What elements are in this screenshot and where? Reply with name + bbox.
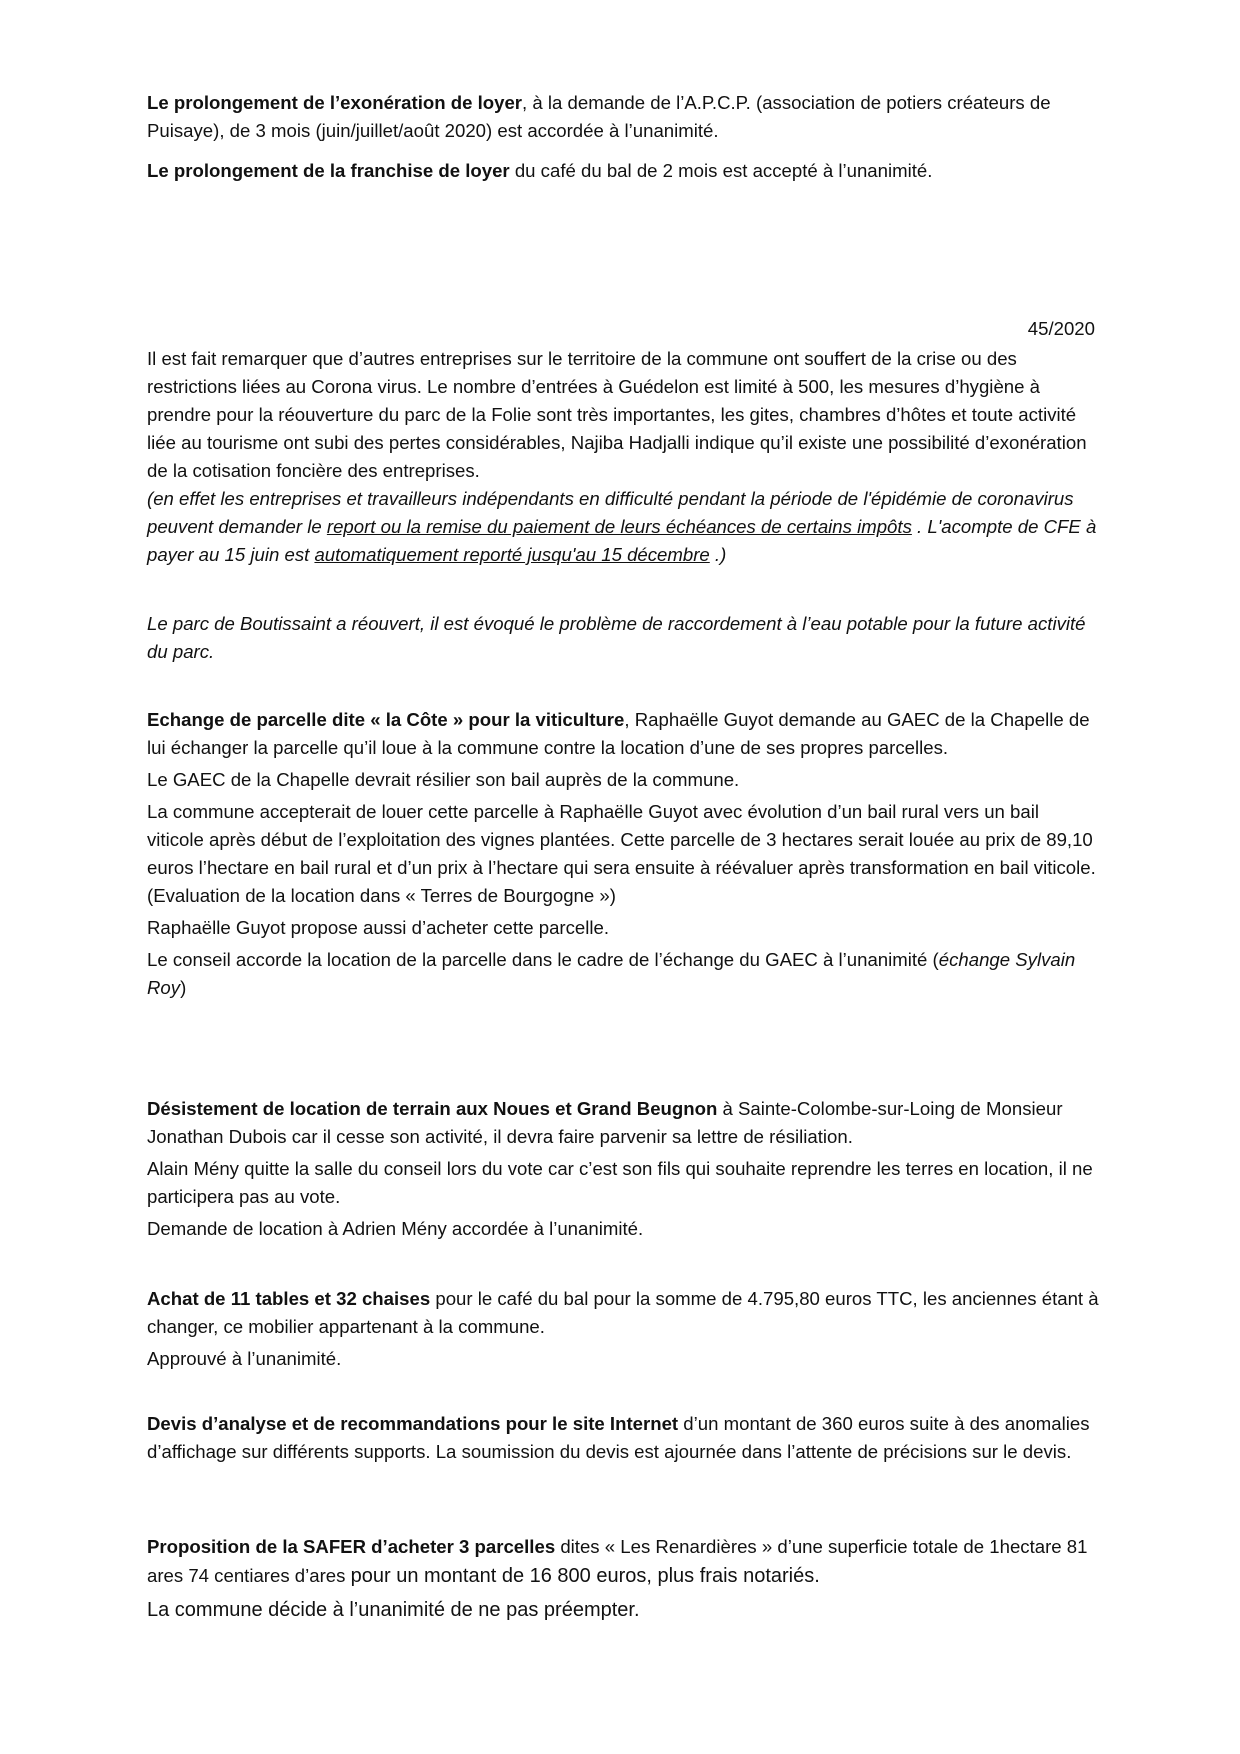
paragraph: Désistement de location de terrain aux Noues et Grand Beugnon à Sainte-Colombe-sur-Loing de Monsieur Jonathan Dubois car il cesse son activité, il devra faire parvenir sa lettre de résiliation. <box>147 1098 1063 1147</box>
section-safer <box>147 1533 1100 1625</box>
section-franchise <box>147 157 1100 185</box>
paragraph: Le prolongement de la franchise de loyer du café du bal de 2 mois est accepté à l’unanimité. <box>147 160 933 181</box>
heading-bold: Le prolongement de la franchise de loyer <box>147 160 510 181</box>
paragraph: Devis d’analyse et de recommandations pour le site Internet d’un montant de 360 euros suite à des anomalies d’affichage sur différents supports. La soumission du devis est ajournée dans l’attente de précisions sur le devis. <box>147 1413 1090 1462</box>
link-report-cfe[interactable]: automatiquement reporté jusqu'au 15 décembre <box>314 544 710 565</box>
paragraph: La commune accepterait de louer cette parcelle à Raphaëlle Guyot avec évolution d’un bail rural vers un bail viticole après début de l’exploitation des vignes plantées. Cette parcelle de 3 hectares serait louée au prix de 89,10 euros l’hectare en bail rural et d’un prix à l’hectare qui sera ensuite à réévaluer après transformation en bail viticole. (Evaluation de la location dans « Terres de Bourgogne ») <box>147 801 1096 906</box>
section-exoneration <box>147 89 1100 145</box>
section-boutissaint <box>147 610 1100 666</box>
heading-bold: Le prolongement de l’exonération de loyer <box>147 92 523 113</box>
paragraph: Proposition de la SAFER d’acheter 3 parcelles dites « Les Renardières » d’une superficie totale de 1hectare 81 ares 74 centiares d’ares pour un montant de 16 800 euros, plus frais notariés. <box>147 1536 1088 1587</box>
heading-bold: Achat de 11 tables et 32 chaises <box>147 1288 431 1309</box>
paragraph: Alain Mény quitte la salle du conseil lors du vote car c’est son fils qui souhaite reprendre les terres en location, il ne participera pas au vote. <box>147 1158 1093 1207</box>
heading-bold: Devis d’analyse et de recommandations pour le site Internet <box>147 1413 679 1434</box>
section-desistement <box>147 1095 1100 1243</box>
paragraph-italic: Le parc de Boutissaint a réouvert, il est évoqué le problème de raccordement à l’eau potable pour la future activité du parc. <box>147 613 1086 662</box>
paragraph: Echange de parcelle dite « la Côte » pour la viticulture, Raphaëlle Guyot demande au GAEC de la Chapelle de lui échanger la parcelle qu’il loue à la commune contre la location d’une de ses propres parcelles. <box>147 709 1090 758</box>
section-achat <box>147 1285 1100 1373</box>
paragraph: Approuvé à l’unanimité. <box>147 1348 342 1369</box>
paragraph: Le GAEC de la Chapelle devrait résilier son bail auprès de la commune. <box>147 769 740 790</box>
heading-bold: Echange de parcelle dite « la Côte » pour la viticulture <box>147 709 625 730</box>
page-number: 45/2020 <box>1027 318 1095 339</box>
section-devis <box>147 1410 1100 1466</box>
paragraph-italic: (en effet les entreprises et travailleurs indépendants en difficulté pendant la période de l'épidémie de coronavirus peuvent demander le report ou la remise du paiement de leurs échéances de certains impôts . L'acompte de CFE à payer au 15 juin est automatiquement reporté jusqu'au 15 décembre .) <box>147 488 1097 565</box>
paragraph: Raphaëlle Guyot propose aussi d’acheter cette parcelle. <box>147 917 610 938</box>
paragraph: Il est fait remarquer que d’autres entreprises sur le territoire de la commune ont souffert de la crise ou des restrictions liées au Corona virus. Le nombre d’entrées à Guédelon est limité à 500, les mesures d’hygiène à prendre pour la réouverture du parc de la Folie sont très importantes, les gites, chambres d’hôtes et toute activité liée au tourisme ont subi des pertes considérables, Najiba Hadjalli indique qu’il existe une possibilité d’exonération de la cotisation foncière des entreprises. <box>147 348 1087 481</box>
paragraph: Le conseil accorde la location de la parcelle dans le cadre de l’échange du GAEC à l’unanimité (échange Sylvain Roy) <box>147 949 1076 998</box>
paragraph: Achat de 11 tables et 32 chaises pour le café du bal pour la somme de 4.795,80 euros TTC, les anciennes étant à changer, ce mobilier appartenant à la commune. <box>147 1288 1099 1337</box>
section-crise <box>147 345 1100 569</box>
paragraph: La commune décide à l’unanimité de ne pas préempter. <box>147 1599 640 1621</box>
paragraph: Demande de location à Adrien Mény accordée à l’unanimité. <box>147 1218 644 1239</box>
heading-bold: Proposition de la SAFER d’acheter 3 parcelles <box>147 1536 556 1557</box>
section-echange <box>147 706 1100 1002</box>
heading-bold: Désistement de location de terrain aux Noues et Grand Beugnon <box>147 1098 718 1119</box>
paragraph: Le prolongement de l’exonération de loyer, à la demande de l’A.P.C.P. (association de potiers créateurs de Puisaye), de 3 mois (juin/juillet/août 2020) est accordée à l’unanimité. <box>147 92 1051 141</box>
link-report-impots[interactable]: report ou la remise du paiement de leurs échéances de certains impôts <box>326 516 912 537</box>
